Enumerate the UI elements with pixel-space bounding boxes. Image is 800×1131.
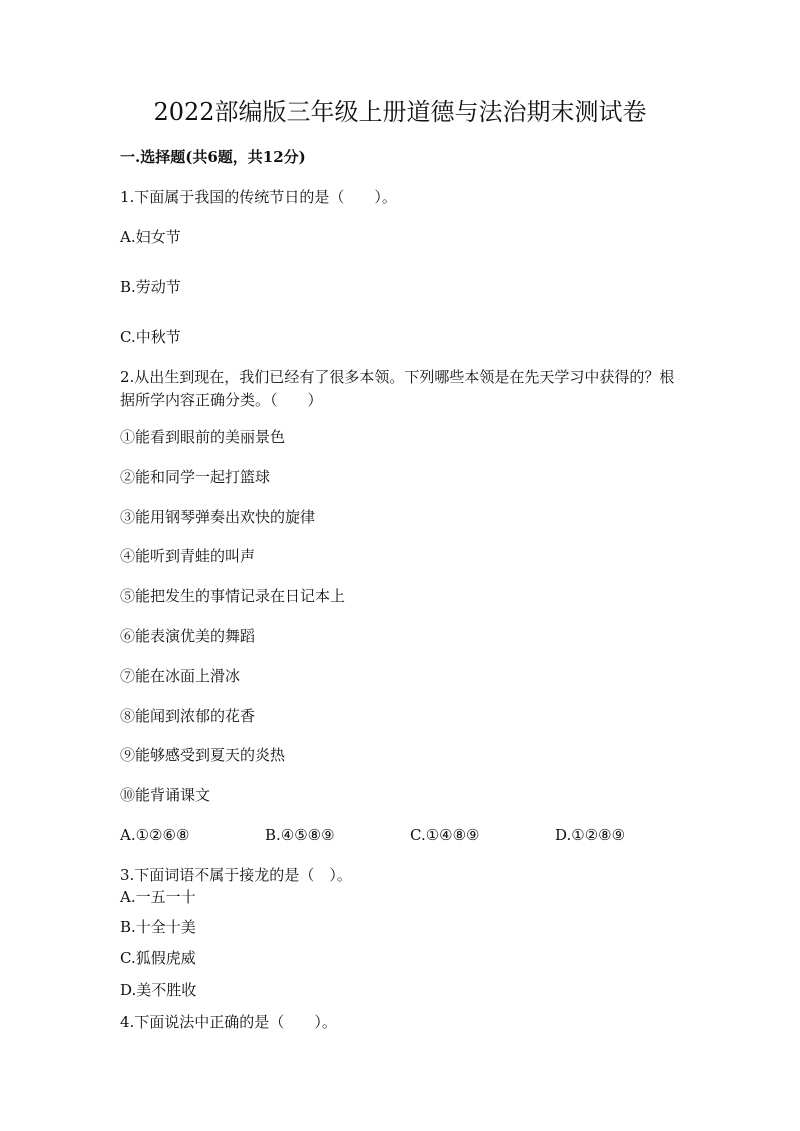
question-1-option-b: B.劳动节 <box>120 278 181 296</box>
question-1-option-c: C.中秋节 <box>120 328 181 346</box>
question-2-item: ③能用钢琴弹奏出欢快的旋律 <box>120 508 316 526</box>
question-2-option-a: A.①②⑥⑧ <box>120 826 190 844</box>
question-1-option-a: A.妇女节 <box>120 228 181 246</box>
question-2-item: ⑩能背诵课文 <box>120 786 211 804</box>
question-2-item: ⑧能闻到浓郁的花香 <box>120 707 256 725</box>
question-2-option-d: D.①②⑧⑨ <box>555 826 626 844</box>
question-3-option-a: A.一五一十 <box>120 888 196 906</box>
question-3-option-d: D.美不胜收 <box>120 981 197 999</box>
question-3-option-b: B.十全十美 <box>120 918 196 936</box>
question-3-stem: 3.下面词语不属于接龙的是（ ）。 <box>120 866 352 884</box>
question-2-option-c: C.①④⑧⑨ <box>410 826 480 844</box>
question-2-item: ①能看到眼前的美丽景色 <box>120 428 286 446</box>
exam-title: 2022部编版三年级上册道德与法治期末测试卷 <box>153 98 647 126</box>
question-2-stem: 2.从出生到现在，我们已经有了很多本领。下列哪些本领是在先天学习中获得的？根据所学内容正确分类。（ ） <box>120 368 675 409</box>
question-2-item: ⑥能表演优美的舞蹈 <box>120 627 256 645</box>
question-2-item: ②能和同学一起打篮球 <box>120 468 271 486</box>
question-1-stem: 1.下面属于我国的传统节日的是（ ）。 <box>120 188 397 206</box>
question-2-item: ⑨能够感受到夏天的炎热 <box>120 746 286 764</box>
question-3-option-c: C.狐假虎威 <box>120 949 196 967</box>
section-heading: 一.选择题(共6题，共12分) <box>120 148 306 166</box>
question-2-item: ⑤能把发生的事情记录在日记本上 <box>120 587 346 605</box>
question-2-item: ⑦能在冰面上滑冰 <box>120 667 241 685</box>
question-4-stem: 4.下面说法中正确的是（ ）。 <box>120 1013 337 1031</box>
question-2-option-b: B.④⑤⑧⑨ <box>265 826 335 844</box>
question-2-item: ④能听到青蛙的叫声 <box>120 547 256 565</box>
